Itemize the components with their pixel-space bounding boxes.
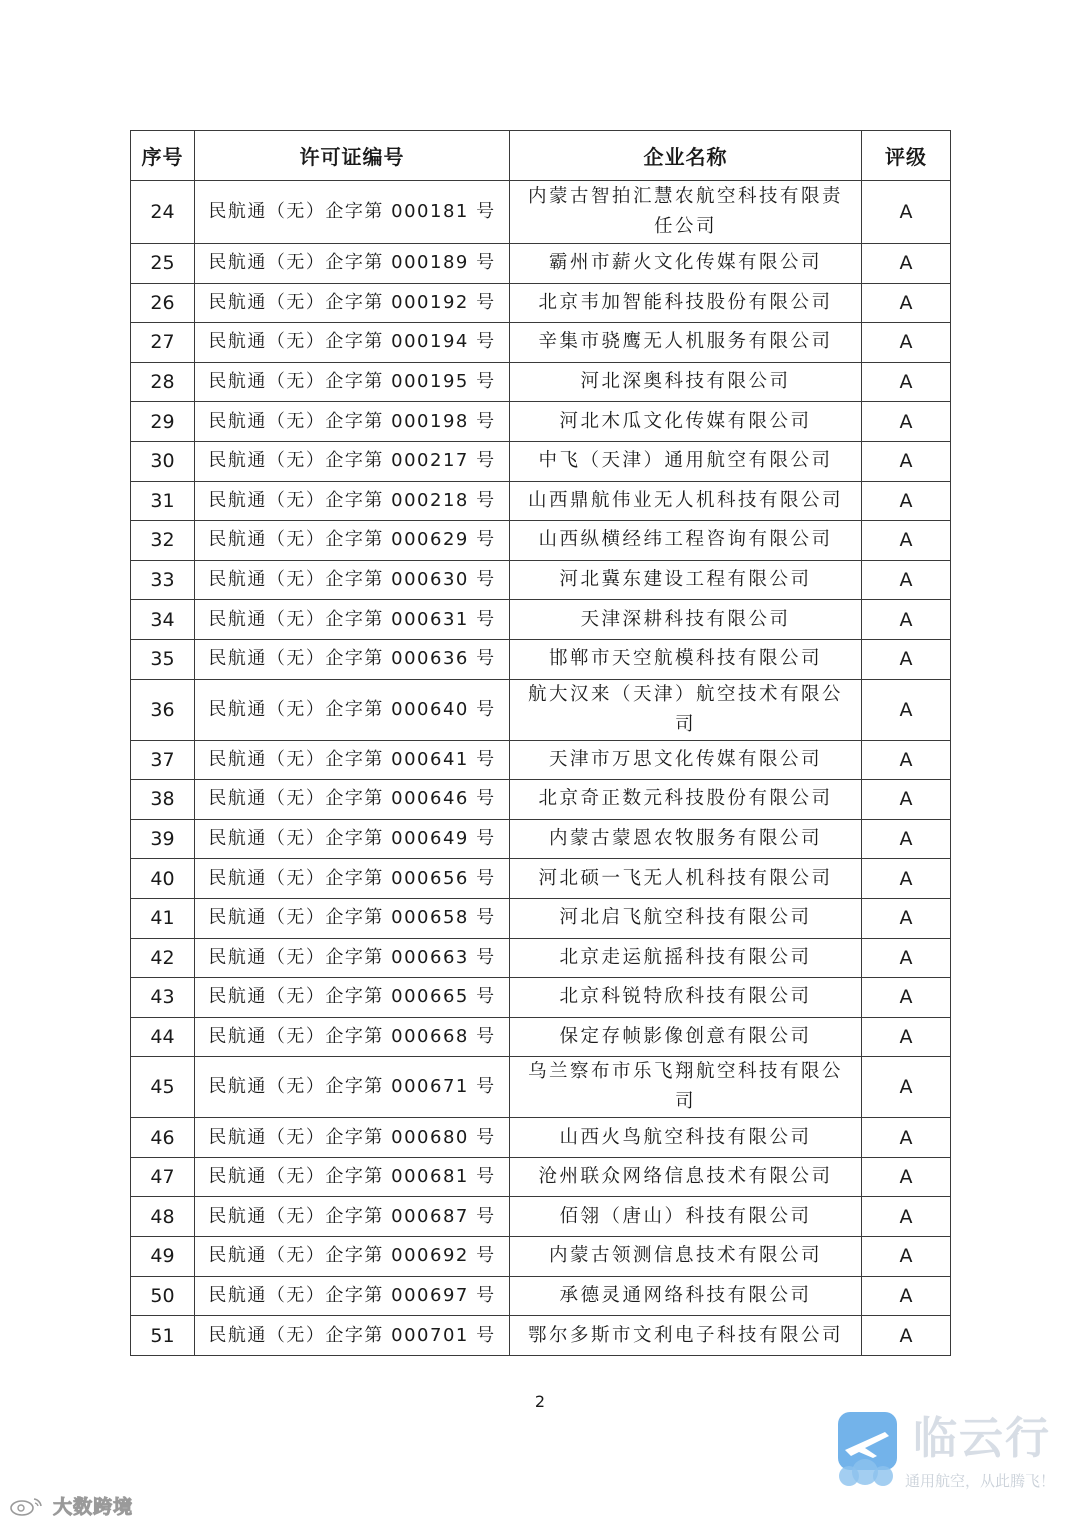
header-num: 序号 — [131, 131, 195, 181]
row-license: 民航通（无）企字第 000663 号 — [195, 938, 510, 978]
table-row — [131, 362, 951, 402]
row-license: 民航通（无）企字第 000687 号 — [195, 1197, 510, 1237]
row-company: 河北深奥科技有限公司 — [510, 362, 862, 402]
row-license: 民航通（无）企字第 000646 号 — [195, 780, 510, 820]
row-company: 天津深耕科技有限公司 — [510, 600, 862, 640]
row-license: 民航通（无）企字第 000198 号 — [195, 402, 510, 442]
row-num: 24 — [131, 181, 195, 244]
row-license: 民航通（无）企字第 000192 号 — [195, 283, 510, 323]
table-row — [131, 679, 951, 740]
row-grade: A — [862, 181, 951, 244]
row-company: 山西鼎航伟业无人机科技有限公司 — [510, 481, 862, 521]
weibo-icon — [8, 1495, 48, 1517]
row-num: 46 — [131, 1118, 195, 1158]
table-row — [131, 1276, 951, 1316]
row-num: 48 — [131, 1197, 195, 1237]
row-grade: A — [862, 1157, 951, 1197]
table-row — [131, 639, 951, 679]
row-company: 辛集市骁鹰无人机服务有限公司 — [510, 323, 862, 363]
row-num: 47 — [131, 1157, 195, 1197]
row-num: 30 — [131, 441, 195, 481]
rating-table — [130, 130, 951, 1356]
row-company: 河北启飞航空科技有限公司 — [510, 898, 862, 938]
row-company: 佰翎（唐山）科技有限公司 — [510, 1197, 862, 1237]
row-license: 民航通（无）企字第 000658 号 — [195, 898, 510, 938]
row-company: 山西火鸟航空科技有限公司 — [510, 1118, 862, 1158]
row-company: 鄂尔多斯市文利电子科技有限公司 — [510, 1316, 862, 1356]
watermark-text: 大数跨境 — [53, 1496, 134, 1518]
table-row — [131, 402, 951, 442]
row-grade: A — [862, 600, 951, 640]
table-header-row — [131, 131, 951, 181]
row-company: 北京走运航摇科技有限公司 — [510, 938, 862, 978]
header-company: 企业名称 — [510, 131, 862, 181]
row-license: 民航通（无）企字第 000681 号 — [195, 1157, 510, 1197]
row-company: 天津市万思文化传媒有限公司 — [510, 740, 862, 780]
brand-logo — [835, 1410, 1070, 1495]
row-grade: A — [862, 244, 951, 284]
table-row — [131, 898, 951, 938]
row-grade: A — [862, 978, 951, 1018]
row-grade: A — [862, 1118, 951, 1158]
row-grade: A — [862, 859, 951, 899]
row-license: 民航通（无）企字第 000218 号 — [195, 481, 510, 521]
row-company: 北京科锐特欣科技有限公司 — [510, 978, 862, 1018]
row-grade: A — [862, 560, 951, 600]
row-num: 42 — [131, 938, 195, 978]
row-grade: A — [862, 402, 951, 442]
row-company: 承德灵通网络科技有限公司 — [510, 1276, 862, 1316]
brand-name: 临云行 — [913, 1413, 1051, 1464]
row-num: 51 — [131, 1316, 195, 1356]
row-num: 38 — [131, 780, 195, 820]
table-row — [131, 323, 951, 363]
row-company: 乌兰察布市乐飞翔航空科技有限公司 — [510, 1057, 862, 1118]
row-license: 民航通（无）企字第 000636 号 — [195, 639, 510, 679]
airplane-cloud-icon — [835, 1410, 900, 1490]
table-row — [131, 481, 951, 521]
row-grade: A — [862, 898, 951, 938]
row-company: 内蒙古智拍汇慧农航空科技有限责任公司 — [510, 181, 862, 244]
row-company: 山西纵横经纬工程咨询有限公司 — [510, 521, 862, 561]
row-license: 民航通（无）企字第 000649 号 — [195, 819, 510, 859]
row-num: 43 — [131, 978, 195, 1018]
row-license: 民航通（无）企字第 000680 号 — [195, 1118, 510, 1158]
row-num: 50 — [131, 1276, 195, 1316]
page-number: 2 — [534, 1392, 546, 1411]
row-license: 民航通（无）企字第 000640 号 — [195, 679, 510, 740]
row-grade: A — [862, 1237, 951, 1277]
row-company: 北京奇正数元科技股份有限公司 — [510, 780, 862, 820]
row-grade: A — [862, 639, 951, 679]
table-row — [131, 1197, 951, 1237]
row-license: 民航通（无）企字第 000692 号 — [195, 1237, 510, 1277]
table-row — [131, 819, 951, 859]
watermark — [8, 1492, 133, 1522]
table-row — [131, 181, 951, 244]
row-num: 27 — [131, 323, 195, 363]
row-num: 49 — [131, 1237, 195, 1277]
row-company: 航大汉来（天津）航空技术有限公司 — [510, 679, 862, 740]
row-license: 民航通（无）企字第 000701 号 — [195, 1316, 510, 1356]
table-row — [131, 600, 951, 640]
row-grade: A — [862, 938, 951, 978]
row-num: 34 — [131, 600, 195, 640]
row-num: 37 — [131, 740, 195, 780]
row-num: 31 — [131, 481, 195, 521]
table-row — [131, 1118, 951, 1158]
row-license: 民航通（无）企字第 000656 号 — [195, 859, 510, 899]
row-num: 25 — [131, 244, 195, 284]
row-num: 39 — [131, 819, 195, 859]
table-row — [131, 780, 951, 820]
table-row — [131, 441, 951, 481]
row-company: 保定存帧影像创意有限公司 — [510, 1017, 862, 1057]
row-grade: A — [862, 1017, 951, 1057]
row-num: 26 — [131, 283, 195, 323]
table-row — [131, 560, 951, 600]
row-license: 民航通（无）企字第 000697 号 — [195, 1276, 510, 1316]
row-company: 霸州市薪火文化传媒有限公司 — [510, 244, 862, 284]
row-num: 29 — [131, 402, 195, 442]
row-grade: A — [862, 679, 951, 740]
table-row — [131, 938, 951, 978]
table-row — [131, 244, 951, 284]
row-license: 民航通（无）企字第 000629 号 — [195, 521, 510, 561]
row-grade: A — [862, 740, 951, 780]
row-license: 民航通（无）企字第 000668 号 — [195, 1017, 510, 1057]
row-company: 河北硕一飞无人机科技有限公司 — [510, 859, 862, 899]
row-license: 民航通（无）企字第 000195 号 — [195, 362, 510, 402]
row-num: 35 — [131, 639, 195, 679]
row-license: 民航通（无）企字第 000671 号 — [195, 1057, 510, 1118]
row-company: 北京韦加智能科技股份有限公司 — [510, 283, 862, 323]
row-grade: A — [862, 521, 951, 561]
row-license: 民航通（无）企字第 000630 号 — [195, 560, 510, 600]
table-row — [131, 1237, 951, 1277]
row-company: 邯郸市天空航模科技有限公司 — [510, 639, 862, 679]
row-license: 民航通（无）企字第 000189 号 — [195, 244, 510, 284]
row-grade: A — [862, 1197, 951, 1237]
row-company: 中飞（天津）通用航空有限公司 — [510, 441, 862, 481]
row-grade: A — [862, 1316, 951, 1356]
row-license: 民航通（无）企字第 000631 号 — [195, 600, 510, 640]
table-row — [131, 740, 951, 780]
row-company: 河北冀东建设工程有限公司 — [510, 560, 862, 600]
row-grade: A — [862, 323, 951, 363]
row-num: 36 — [131, 679, 195, 740]
brand-slogan: 通用航空，从此腾飞！ — [905, 1472, 1056, 1490]
table-row — [131, 859, 951, 899]
row-grade: A — [862, 481, 951, 521]
row-company: 内蒙古领测信息技术有限公司 — [510, 1237, 862, 1277]
table-row — [131, 1017, 951, 1057]
row-company: 河北木瓜文化传媒有限公司 — [510, 402, 862, 442]
row-license: 民航通（无）企字第 000641 号 — [195, 740, 510, 780]
row-license: 民航通（无）企字第 000194 号 — [195, 323, 510, 363]
table-body — [131, 181, 951, 1356]
row-grade: A — [862, 780, 951, 820]
row-num: 45 — [131, 1057, 195, 1118]
table-row — [131, 1157, 951, 1197]
row-grade: A — [862, 1276, 951, 1316]
row-license: 民航通（无）企字第 000665 号 — [195, 978, 510, 1018]
row-company: 内蒙古蒙恩农牧服务有限公司 — [510, 819, 862, 859]
row-grade: A — [862, 283, 951, 323]
row-num: 32 — [131, 521, 195, 561]
row-grade: A — [862, 1057, 951, 1118]
row-license: 民航通（无）企字第 000181 号 — [195, 181, 510, 244]
row-num: 33 — [131, 560, 195, 600]
header-license: 许可证编号 — [195, 131, 510, 181]
row-grade: A — [862, 441, 951, 481]
table-row — [131, 283, 951, 323]
row-num: 28 — [131, 362, 195, 402]
row-num: 40 — [131, 859, 195, 899]
row-num: 41 — [131, 898, 195, 938]
row-num: 44 — [131, 1017, 195, 1057]
row-license: 民航通（无）企字第 000217 号 — [195, 441, 510, 481]
row-company: 沧州联众网络信息技术有限公司 — [510, 1157, 862, 1197]
table-row — [131, 1316, 951, 1356]
row-grade: A — [862, 362, 951, 402]
header-grade: 评级 — [862, 131, 951, 181]
table-row — [131, 978, 951, 1018]
row-grade: A — [862, 819, 951, 859]
table-row — [131, 521, 951, 561]
table-row — [131, 1057, 951, 1118]
